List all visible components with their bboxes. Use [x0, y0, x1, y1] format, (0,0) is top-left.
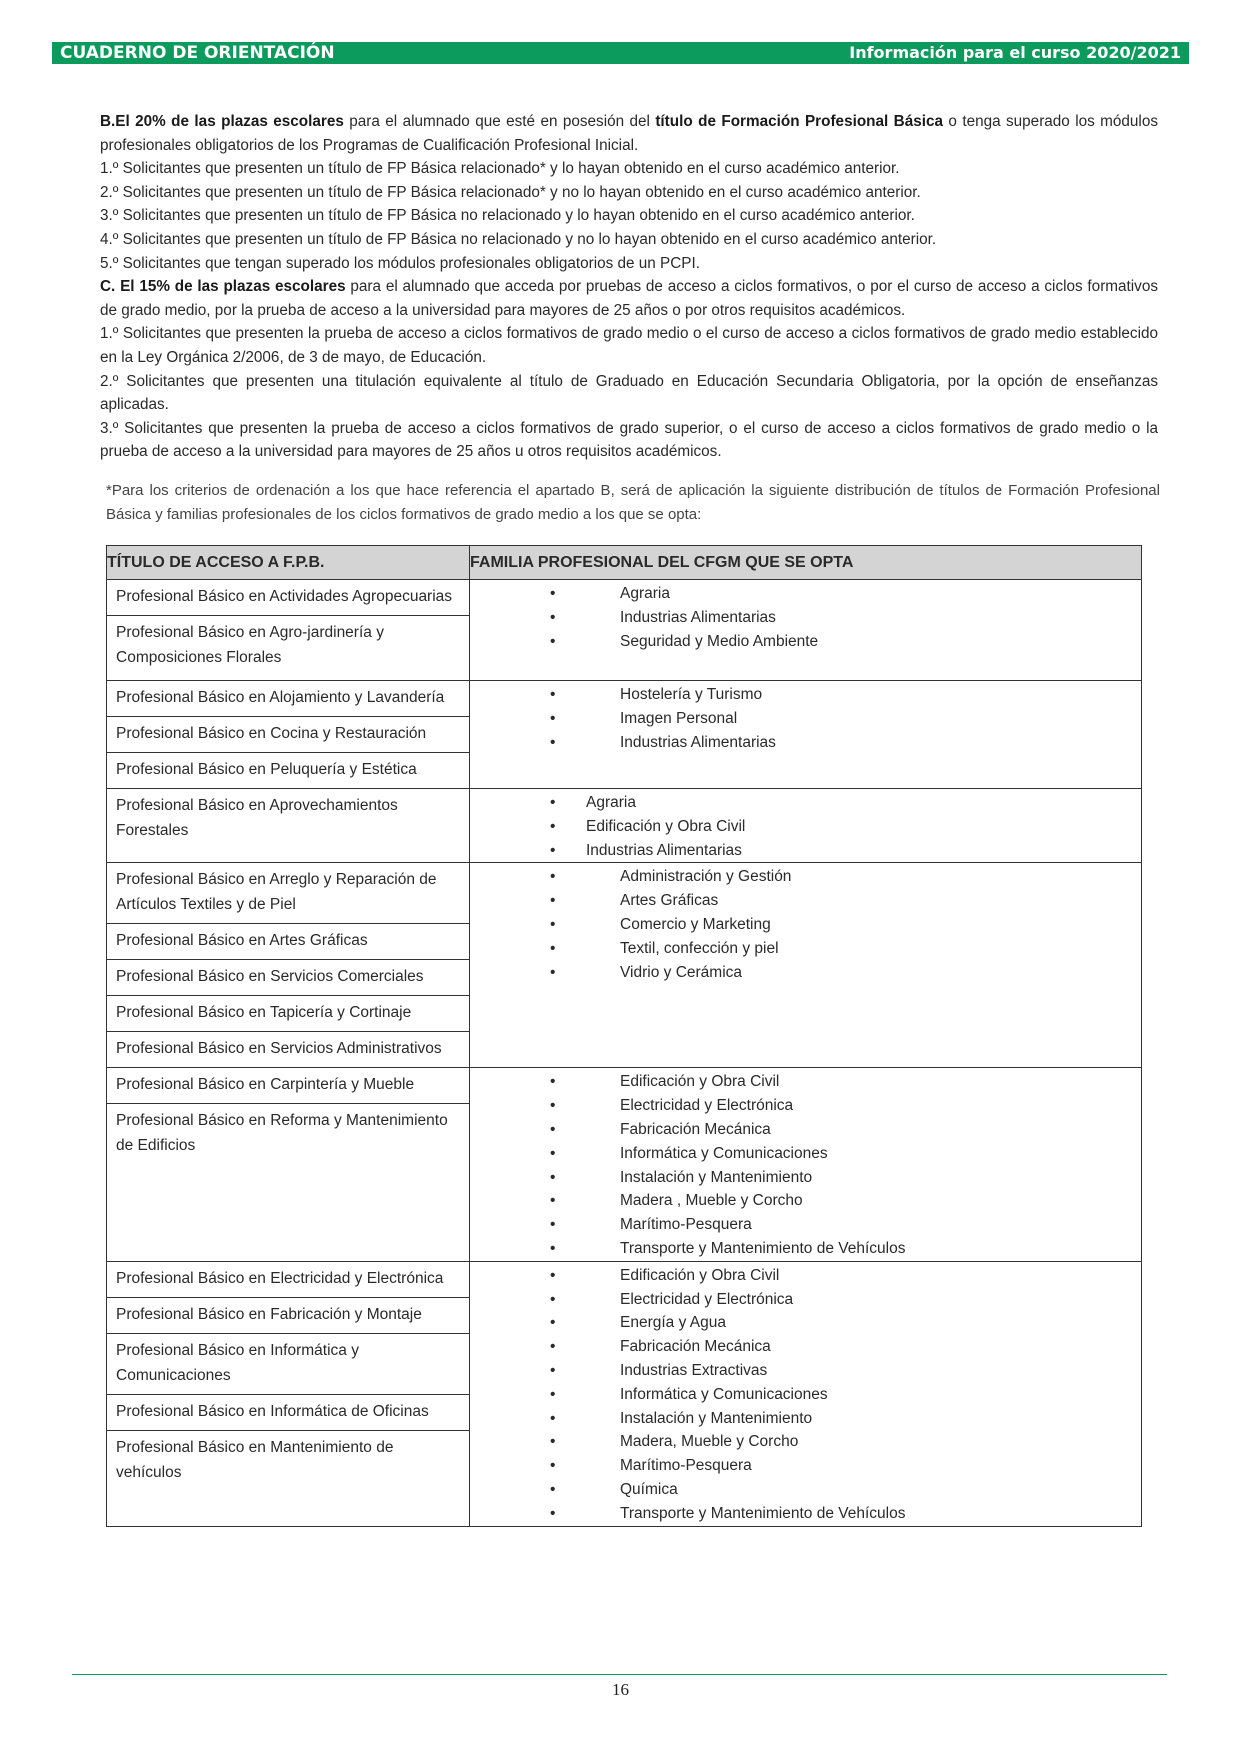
section-c-text: para el alumnado que acceda por pruebas de acceso a ciclos formativos, o por el curso de acceso a ciclos formativos de grado medio, por la prueba de acceso a la universidad para mayores de 25 años o por otros requisitos académicos.	[100, 278, 1158, 319]
header-professional-family: FAMILIA PROFESIONAL DEL CFGM QUE SE OPTA	[470, 546, 1142, 580]
access-titles-table	[106, 545, 1142, 1527]
section-c-item: 3.º Solicitantes que presenten la prueba de acceso a ciclos formativos de grado superior, o el curso de acceso a ciclos formativos de grado medio o la prueba de acceso a la universidad para mayores de 25 años u otros requisitos académicos.	[100, 419, 1158, 461]
families-cell	[470, 580, 1142, 681]
list-item: • Hostelería y Turismo	[470, 683, 1141, 707]
section-b-bold-mid: título de Formación Profesional Básica	[655, 113, 944, 130]
list-item: • Energía y Agua	[470, 1311, 1141, 1335]
footnote: *Para los criterios de ordenación a los que hace referencia el apartado B, será de aplicación la siguiente distribución de títulos de Formación Profesional Básica y familias profesionales de los ciclos formativos de grado medio a los que se opta:	[106, 482, 1160, 523]
section-b-item: 5.º Solicitantes que tengan superado los módulos profesionales obligatorios de un PCPI.	[100, 254, 700, 272]
families-cell	[470, 1261, 1142, 1526]
access-title: Profesional Básico en Informática de Oficinas	[107, 1394, 469, 1430]
titles-list	[107, 863, 469, 1067]
access-title: Profesional Básico en Arreglo y Reparación de Artículos Textiles y de Piel	[107, 863, 469, 924]
list-item: • Agraria	[470, 791, 1141, 815]
list-item: • Transporte y Mantenimiento de Vehículos	[470, 1502, 1141, 1526]
list-item: • Comercio y Marketing	[470, 913, 1141, 937]
titles-cell	[107, 789, 470, 863]
families-list	[470, 865, 1141, 984]
table-row	[107, 1261, 1142, 1526]
list-item: • Industrias Extractivas	[470, 1359, 1141, 1383]
list-item: • Electricidad y Electrónica	[470, 1094, 1141, 1118]
list-item: • Edificación y Obra Civil	[470, 1264, 1141, 1288]
footer-divider	[72, 1674, 1167, 1675]
list-item: • Textil, confección y piel	[470, 937, 1141, 961]
section-c-item: 2.º Solicitantes que presenten una titulación equivalente al título de Graduado en Educación Secundaria Obligatoria, por la opción de enseñanzas aplicadas.	[100, 372, 1158, 414]
families-cell	[470, 681, 1142, 789]
section-b-intro	[100, 110, 1158, 157]
titles-cell	[107, 580, 470, 681]
families-cell	[470, 1068, 1142, 1261]
titles-cell	[107, 1068, 470, 1261]
titles-list	[107, 1262, 469, 1491]
list-item: • Industrias Alimentarias	[470, 839, 1141, 863]
section-b-item: 4.º Solicitantes que presenten un título de FP Básica no relacionado y no lo hayan obtenido en el curso académico anterior.	[100, 230, 937, 248]
section-c-item: 1.º Solicitantes que presenten la prueba de acceso a ciclos formativos de grado medio o el curso de acceso a ciclos formativos de grado medio establecido en la Ley Orgánica 2/2006, de 3 de mayo, de Educación.	[100, 325, 1158, 366]
table-row	[107, 1068, 1142, 1261]
titles-cell	[107, 1261, 470, 1526]
page-number: 16	[612, 1680, 629, 1699]
list-item: • Fabricación Mecánica	[470, 1118, 1141, 1142]
families-list	[470, 1264, 1141, 1526]
section-b-bold-prefix: B.El 20% de las plazas escolares	[100, 113, 344, 130]
list-item: • Edificación y Obra Civil	[470, 1070, 1141, 1094]
list-item: • Madera , Mueble y Corcho	[470, 1189, 1141, 1213]
access-title: Profesional Básico en Mantenimiento de vehículos	[116, 1438, 394, 1481]
access-title: Profesional Básico en Servicios Administrativos	[116, 1040, 442, 1058]
list-item: • Industrias Alimentarias	[470, 606, 1141, 630]
list-item: • Informática y Comunicaciones	[470, 1383, 1141, 1407]
titles-list	[107, 789, 469, 849]
list-item: • Administración y Gestión	[470, 865, 1141, 889]
section-b-item: 2.º Solicitantes que presenten un título de FP Básica relacionado* y no lo hayan obtenido en el curso académico anterior.	[100, 183, 921, 201]
access-title: Profesional Básico en Fabricación y Montaje	[107, 1297, 469, 1333]
section-b-item: 3.º Solicitantes que presenten un título de FP Básica no relacionado y lo hayan obtenido en el curso académico anterior.	[100, 207, 915, 225]
table-header-row	[107, 546, 1142, 580]
section-b-item: 1.º Solicitantes que presenten un título de FP Básica relacionado* y lo hayan obtenido en el curso académico anterior.	[100, 160, 900, 178]
criteria-text	[100, 110, 1158, 464]
access-title: Profesional Básico en Carpintería y Mueble	[107, 1068, 469, 1104]
section-b-text-b: o tenga superado los módulos profesionales obligatorios de los Programas de Cualificación Profesional Inicial.	[100, 113, 1158, 154]
list-item: • Informática y Comunicaciones	[470, 1142, 1141, 1166]
access-title: Profesional Básico en Tapicería y Cortinaje	[107, 996, 469, 1032]
section-c-bold-prefix: C. El 15% de las plazas escolares	[100, 278, 346, 296]
titles-cell	[107, 681, 470, 789]
table-row	[107, 863, 1142, 1068]
list-item: • Seguridad y Medio Ambiente	[470, 630, 1141, 654]
list-item: • Vidrio y Cerámica	[470, 961, 1141, 985]
list-item: • Marítimo-Pesquera	[470, 1213, 1141, 1237]
families-list	[470, 791, 1141, 862]
families-cell	[470, 863, 1142, 1068]
list-item: • Transporte y Mantenimiento de Vehículos	[470, 1237, 1141, 1261]
header-title: CUADERNO DE ORIENTACIÓN	[60, 43, 335, 63]
access-title: Profesional Básico en Reforma y Mantenimiento de Edificios	[116, 1112, 448, 1155]
families-list	[470, 683, 1141, 754]
section-c-intro	[100, 275, 1158, 322]
list-item: • Industrias Alimentarias	[470, 731, 1141, 755]
table-row	[107, 580, 1142, 681]
list-item: • Instalación y Mantenimiento	[470, 1166, 1141, 1190]
header-access-title: TÍTULO DE ACCESO A F.P.B.	[107, 546, 470, 580]
list-item: • Madera, Mueble y Corcho	[470, 1430, 1141, 1454]
titles-list	[107, 580, 469, 680]
access-title: Profesional Básico en Informática y Comunicaciones	[107, 1333, 469, 1394]
list-item: • Química	[470, 1478, 1141, 1502]
families-list	[470, 582, 1141, 653]
list-item: • Agraria	[470, 582, 1141, 606]
titles-cell	[107, 863, 470, 1068]
titles-list	[107, 1068, 469, 1164]
access-title: Profesional Básico en Artes Gráficas	[107, 924, 469, 960]
list-item: • Fabricación Mecánica	[470, 1335, 1141, 1359]
table-row	[107, 789, 1142, 863]
access-title: Profesional Básico en Agro-jardinería y Composiciones Florales	[116, 624, 384, 666]
access-title: Profesional Básico en Servicios Comerciales	[107, 960, 469, 996]
list-item: • Edificación y Obra Civil	[470, 815, 1141, 839]
families-cell	[470, 789, 1142, 863]
header-course-info: Información para el curso 2020/2021	[849, 43, 1181, 62]
access-title: Profesional Básico en Aprovechamientos Forestales	[116, 797, 398, 839]
section-b-text-a: para el alumnado que esté en posesión del	[343, 113, 656, 130]
list-item: • Instalación y Mantenimiento	[470, 1407, 1141, 1431]
page-header	[52, 42, 1189, 64]
families-list	[470, 1070, 1141, 1260]
access-title: Profesional Básico en Peluquería y Estética	[116, 761, 417, 778]
table-row	[107, 681, 1142, 789]
list-item: • Artes Gráficas	[470, 889, 1141, 913]
access-title: Profesional Básico en Electricidad y Electrónica	[107, 1262, 469, 1298]
access-title: Profesional Básico en Cocina y Restauración	[107, 717, 469, 753]
access-title: Profesional Básico en Alojamiento y Lavandería	[107, 681, 469, 717]
list-item: • Marítimo-Pesquera	[470, 1454, 1141, 1478]
list-item: • Electricidad y Electrónica	[470, 1288, 1141, 1312]
titles-list	[107, 681, 469, 788]
access-title: Profesional Básico en Actividades Agropecuarias	[107, 580, 469, 616]
list-item: • Imagen Personal	[470, 707, 1141, 731]
